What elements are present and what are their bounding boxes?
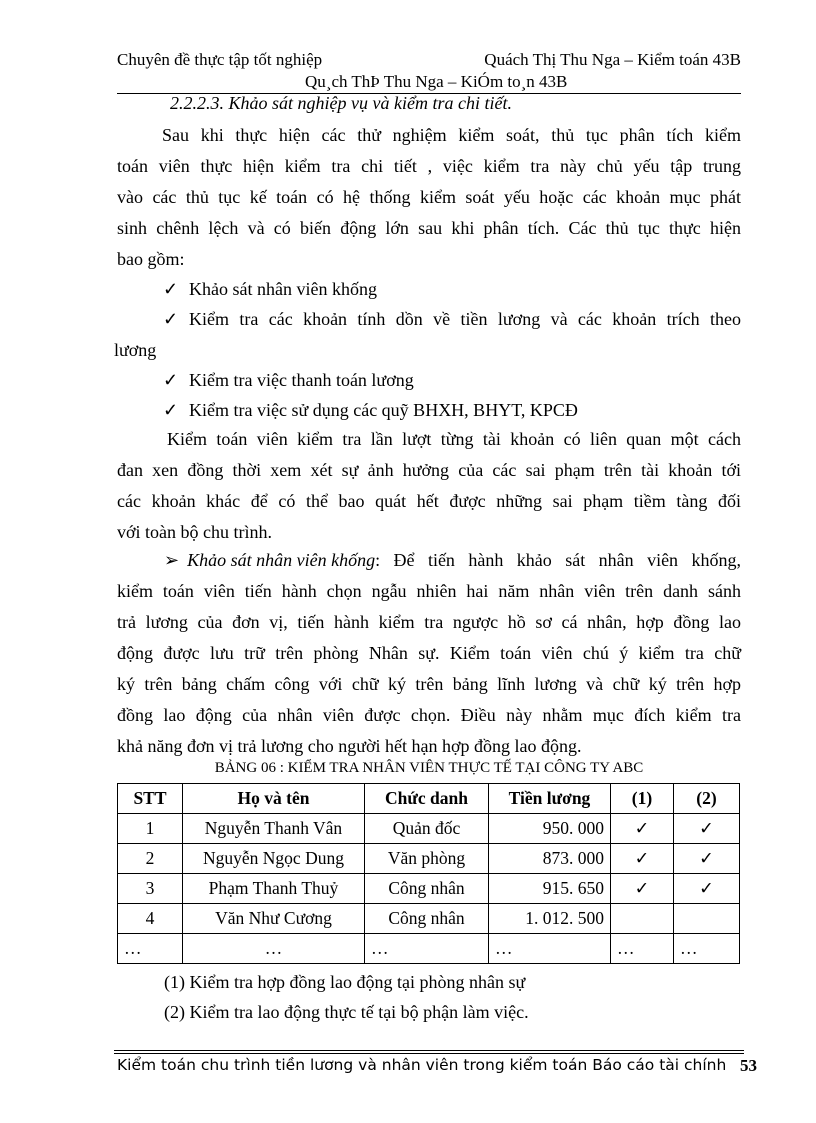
cell-salary: … [489,934,611,964]
cell-salary: 915. 650 [489,874,611,904]
paragraph-line: đan xen đồng thời xem xét sự ảnh hưởng của các sai phạm trên tài khoản tới [117,460,741,480]
header-salary: Tiền lương [489,784,611,814]
checklist-item: Kiểm tra việc thanh toán lương [189,370,414,390]
footer-divider [114,1053,744,1054]
cell-stt: 1 [118,814,183,844]
checklist-item: Kiểm tra các khoản tính dồn về tiền lương và các khoản trích theo [189,309,741,329]
cell-check-1: ✓ [611,814,674,844]
cell-check-1: ✓ [611,874,674,904]
paragraph-line: kiểm toán viên tiến hành chọn ngẫu nhiên hai năm nhân viên trên danh sánh [117,581,741,601]
checklist-item: Khảo sát nhân viên khống [189,279,377,299]
cell-check-1: ✓ [611,844,674,874]
paragraph-line: Kiểm toán viên kiểm tra lần lượt từng tài khoản có liên quan một cách [167,429,741,449]
note-1: (1) Kiểm tra hợp đồng lao động tại phòng nhân sự [164,972,526,992]
checklist-item-continued: lương [114,340,157,360]
header-stt: STT [118,784,183,814]
paragraph-line: Sau khi thực hiện các thử nghiệm kiểm soát, thủ tục phân tích kiểm [162,125,741,145]
cell-check-2 [674,904,740,934]
cell-position: Công nhân [365,874,489,904]
table-row [118,934,740,964]
cell-check-2: ✓ [674,844,740,874]
cell-name: Nguyễn Ngọc Dung [183,844,365,874]
table-row [118,874,740,904]
cell-name: Phạm Thanh Thuỷ [183,874,365,904]
checkmark-icon: ✓ [163,370,179,390]
table-title: BẢNG 06 : KIỂM TRA NHÂN VIÊN THỰC TẾ TẠI CÔNG TY ABC [214,760,644,776]
paragraph-line: toán viên thực hiện kiểm tra chi tiết , việc kiểm tra này chủ yếu tập trung [117,156,741,176]
cell-salary: 873. 000 [489,844,611,874]
cell-salary: 1. 012. 500 [489,904,611,934]
checklist-item: Kiểm tra việc sử dụng các quỹ BHXH, BHYT, KPCĐ [189,400,578,420]
footer-divider [114,1050,744,1051]
footer-text: Kiểm toán chu trình tiền lương và nhân viên trong kiểm toán Báo cáo tài chính [117,1056,727,1074]
header-col1: (1) [611,784,674,814]
table-header-row [118,784,740,814]
cell-position: Văn phòng [365,844,489,874]
cell-stt: 3 [118,874,183,904]
page-footer [117,1056,757,1074]
arrow-bullet-icon: ➢ [164,550,180,570]
cell-check-1: … [611,934,674,964]
checkmark-icon: ✓ [163,309,179,329]
cell-salary: 950. 000 [489,814,611,844]
header-right: Quách Thị Thu Nga – Kiểm toán 43B [484,50,741,69]
header-garbled-line: Qu¸ch ThÞ Thu Nga – KiÓm to¸n 43B [305,72,568,91]
cell-stt: … [118,934,183,964]
header-name: Họ và tên [183,784,365,814]
section-heading: 2.2.2.3. Khảo sát nghiệp vụ và kiểm tra chi tiết. [170,93,512,113]
paragraph-line: đồng lao động của nhân viên được chọn. Điều này nhằm mục đích kiểm tra [117,705,741,725]
cell-check-2: ✓ [674,874,740,904]
checkmark-icon: ✓ [163,400,179,420]
table-row [118,844,740,874]
cell-stt: 2 [118,844,183,874]
paragraph-line: bao gồm: [117,249,185,269]
cell-position: … [365,934,489,964]
cell-stt: 4 [118,904,183,934]
cell-name: … [183,934,365,964]
table-row [118,814,740,844]
paragraph-3-first-line [164,550,741,571]
note-2: (2) Kiểm tra lao động thực tế tại bộ phận làm việc. [164,1002,529,1022]
paragraph-line: với toàn bộ chu trình. [117,522,272,542]
cell-name: Văn Như Cương [183,904,365,934]
paragraph-line: các khoản khác để có thể bao quát hết được những sai phạm tiềm tàng đối [117,491,741,511]
employee-check-table [117,783,740,964]
cell-check-2: ✓ [674,814,740,844]
page-number: 53 [740,1056,757,1075]
cell-check-2: … [674,934,740,964]
paragraph-line: vào các thủ tục kế toán có hệ thống kiểm soát yếu hoặc các khoản mục phát [117,187,741,207]
header-col2: (2) [674,784,740,814]
header-left: Chuyên đề thực tập tốt nghiệp [117,50,323,69]
subheading-khao-sat: Khảo sát nhân viên khống [187,550,376,570]
paragraph-line: trả lương của đơn vị, tiến hành kiểm tra ngược hồ sơ cá nhân, hợp đồng lao [117,612,741,632]
cell-check-1 [611,904,674,934]
checkmark-icon: ✓ [163,279,179,299]
paragraph-line: ký trên bảng chấm công với chữ ký trên bảng lĩnh lương và chữ ký trên hợp [117,674,741,694]
table-row [118,904,740,934]
cell-position: Quản đốc [365,814,489,844]
paragraph-line: sinh chênh lệch và có biến động lớn sau khi phân tích. Các thủ tục thực hiện [117,218,741,238]
paragraph-line: : Để tiến hành khảo sát nhân viên khống, [375,550,741,570]
cell-position: Công nhân [365,904,489,934]
header-position: Chức danh [365,784,489,814]
paragraph-line: động được lưu trữ trên phòng Nhân sự. Kiểm toán viên chú ý kiểm tra chữ [117,643,741,663]
cell-name: Nguyễn Thanh Vân [183,814,365,844]
paragraph-line: khả năng đơn vị trả lương cho người hết hạn hợp đồng lao động. [117,736,582,756]
